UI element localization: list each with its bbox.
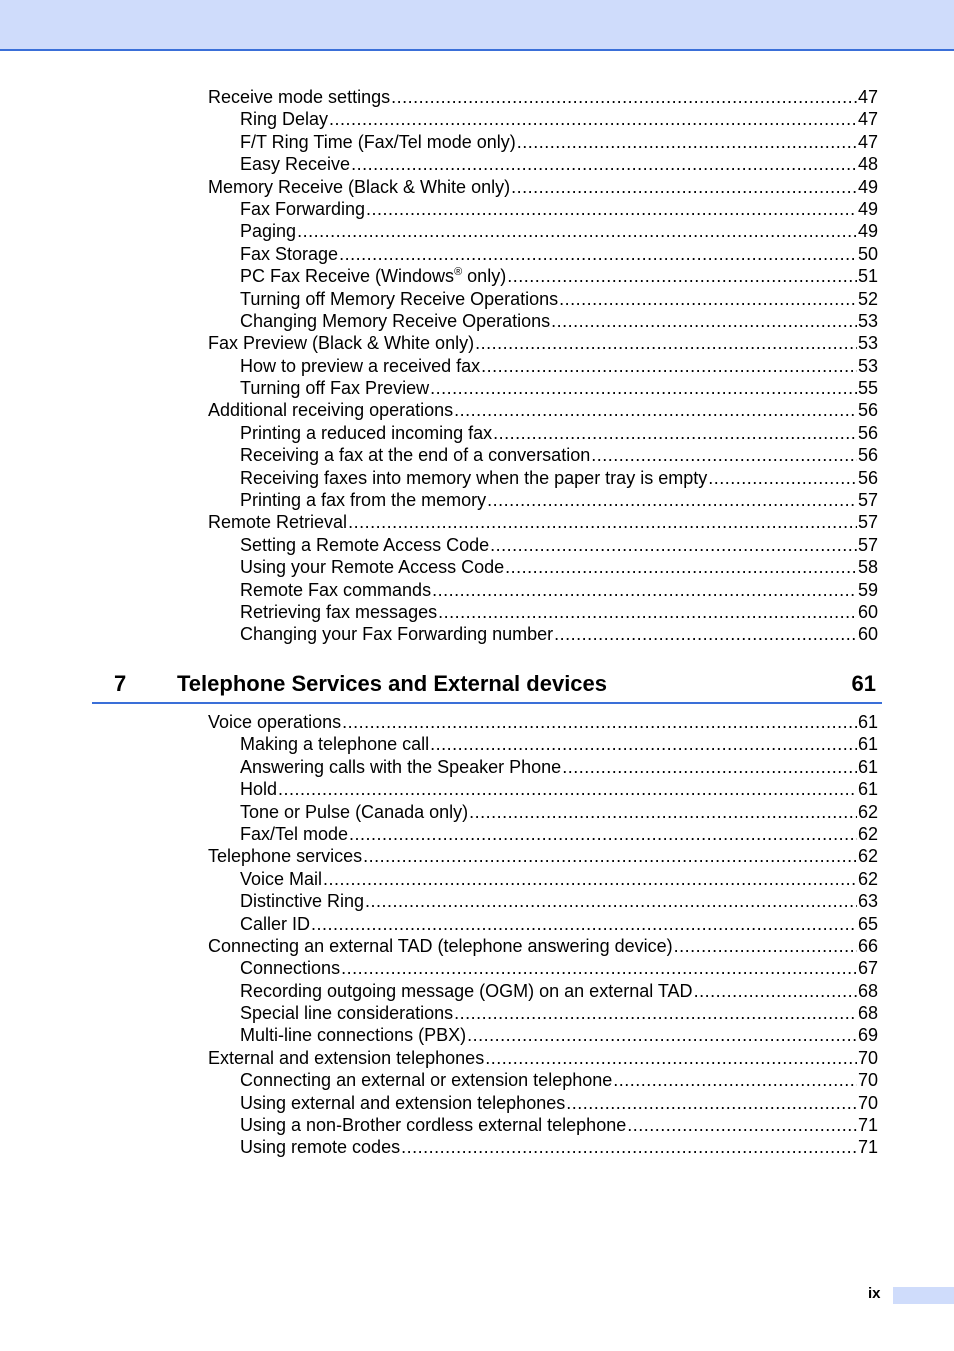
- dot-leader: [438, 601, 857, 623]
- dot-leader: [490, 534, 857, 556]
- dot-leader: [562, 756, 857, 778]
- dot-leader: [517, 131, 857, 153]
- toc-entry-title: Remote Fax commands: [240, 579, 432, 600]
- toc-entry-title: Receiving a fax at the end of a conversation: [240, 445, 591, 466]
- toc-page-number: 62: [857, 823, 878, 844]
- toc-subentry[interactable]: [208, 801, 878, 823]
- dot-leader: [469, 801, 857, 823]
- toc-entry-title: Connecting an external or extension telephone: [240, 1070, 613, 1091]
- dot-leader: [674, 935, 857, 957]
- toc-entry-title: Turning off Memory Receive Operations: [240, 288, 559, 309]
- dot-leader: [349, 823, 857, 845]
- toc-entry-title: Connecting an external TAD (telephone answering device): [208, 935, 673, 956]
- toc-entry-title: Tone or Pulse (Canada only): [240, 801, 469, 822]
- chapter-title: Telephone Services and External devices: [177, 671, 608, 696]
- toc-page-number: 47: [857, 131, 878, 152]
- dot-leader: [485, 1047, 857, 1069]
- toc-page-number: 56: [857, 445, 878, 466]
- dot-leader: [351, 153, 857, 175]
- toc-entry[interactable]: [208, 1047, 878, 1069]
- toc-subentry[interactable]: [208, 623, 878, 645]
- registered-mark: ®: [454, 266, 463, 279]
- dot-leader: [342, 711, 857, 733]
- chapter-page: 61: [851, 671, 876, 696]
- dot-leader: [366, 198, 857, 220]
- toc-page-number: 70: [857, 1092, 878, 1113]
- toc-page-number: 48: [857, 154, 878, 175]
- toc-page-number: 57: [857, 490, 878, 511]
- toc-page-number: 59: [857, 579, 878, 600]
- toc-entry-title: Fax Forwarding: [240, 198, 366, 219]
- toc-page-number: 61: [857, 712, 878, 732]
- dot-leader: [559, 288, 857, 310]
- toc-page-number: 49: [857, 176, 878, 197]
- dot-leader: [391, 86, 857, 108]
- toc-entry-title: Changing Memory Receive Operations: [240, 310, 551, 331]
- toc-entry-title: Connections: [240, 958, 341, 979]
- dot-leader: [708, 467, 857, 489]
- toc-subentry[interactable]: [208, 355, 878, 377]
- toc-entry-title: Voice operations: [208, 712, 342, 732]
- toc-subentry[interactable]: [208, 467, 878, 489]
- toc-entry-title: Easy Receive: [240, 154, 351, 175]
- toc-entry-title: Using external and extension telephones: [240, 1092, 566, 1113]
- folio-tab: [893, 1287, 954, 1304]
- toc-subentry[interactable]: [208, 422, 878, 444]
- toc-entry-title: Ring Delay: [240, 109, 329, 130]
- toc-entry-title: Making a telephone call: [240, 734, 430, 755]
- toc-entry-title: Fax/Tel mode: [240, 823, 349, 844]
- toc-entry[interactable]: [208, 935, 878, 957]
- toc-subentry[interactable]: [208, 778, 878, 800]
- dot-leader: [278, 778, 857, 800]
- toc-entry-title: How to preview a received fax: [240, 355, 481, 376]
- toc-page-number: 67: [857, 958, 878, 979]
- toc-section-upper: [208, 86, 878, 646]
- toc-page-number: 65: [857, 913, 878, 934]
- toc-page-number: 58: [857, 557, 878, 578]
- toc-page-number: 52: [857, 288, 878, 309]
- toc-subentry[interactable]: [208, 444, 878, 466]
- toc-subentry[interactable]: [208, 108, 878, 130]
- dot-leader: [505, 556, 857, 578]
- toc-entry[interactable]: [208, 332, 878, 354]
- chapter-number: 7: [114, 671, 127, 696]
- toc-entry-title: Printing a fax from the memory: [240, 490, 487, 511]
- toc-subentry[interactable]: [208, 556, 878, 578]
- toc-page-number: 62: [857, 846, 878, 867]
- toc-entry-title: Hold: [240, 779, 278, 800]
- toc-entry[interactable]: [208, 86, 878, 108]
- toc-page-number: 60: [857, 624, 878, 645]
- toc-page-number: 61: [857, 756, 878, 777]
- dot-leader: [323, 868, 857, 890]
- toc-subentry[interactable]: [208, 265, 878, 287]
- toc-page-number: 57: [857, 534, 878, 555]
- toc-page-number: 53: [857, 333, 878, 354]
- toc-entry-title: Caller ID: [240, 913, 311, 934]
- toc-entry-title: Receive mode settings: [208, 87, 391, 107]
- dot-leader: [329, 108, 857, 130]
- toc-subentry[interactable]: [208, 601, 878, 623]
- toc-entry-title: PC Fax Receive (Windows® only): [240, 266, 507, 287]
- toc-page-number: 71: [857, 1137, 878, 1158]
- dot-leader: [507, 265, 857, 287]
- toc-entry-title: Additional receiving operations: [208, 400, 454, 421]
- toc-subentry[interactable]: [208, 1092, 878, 1114]
- toc-entry-title: Recording outgoing message (OGM) on an external TAD: [240, 980, 693, 1001]
- toc-subentry[interactable]: [208, 131, 878, 153]
- toc-entry-title: Distinctive Ring: [240, 891, 365, 912]
- toc-subentry[interactable]: [208, 153, 878, 175]
- toc-subentry[interactable]: [208, 288, 878, 310]
- toc-page-number: 50: [857, 243, 878, 264]
- toc-subentry[interactable]: [208, 198, 878, 220]
- toc-page-number: 63: [857, 891, 878, 912]
- toc-page-number: 47: [857, 87, 878, 107]
- toc-subentry[interactable]: [208, 220, 878, 242]
- toc-page-number: 57: [857, 512, 878, 533]
- toc-entry[interactable]: [208, 176, 878, 198]
- toc-entry-title: Using remote codes: [240, 1137, 401, 1158]
- toc-entry-title: Changing your Fax Forwarding number: [240, 624, 554, 645]
- toc-entry-title: Memory Receive (Black & White only): [208, 176, 511, 197]
- toc-entry[interactable]: [208, 511, 878, 533]
- toc-subentry[interactable]: [208, 1002, 878, 1024]
- toc-page-number: 47: [857, 109, 878, 130]
- dot-leader: [365, 890, 857, 912]
- toc-entry-title: Special line considerations: [240, 1003, 454, 1024]
- toc-subentry[interactable]: [208, 756, 878, 778]
- dot-leader: [481, 355, 857, 377]
- toc-subentry[interactable]: [208, 489, 878, 511]
- toc-page-number: 71: [857, 1115, 878, 1136]
- toc-entry-title: Using a non-Brother cordless external telephone: [240, 1115, 627, 1136]
- dot-leader: [694, 980, 857, 1002]
- toc-subentry[interactable]: [208, 890, 878, 912]
- toc-section-lower: [208, 711, 878, 1159]
- dot-leader: [430, 377, 857, 399]
- dot-leader: [613, 1069, 857, 1091]
- toc-page-number: 70: [857, 1070, 878, 1091]
- toc-page-number: 66: [857, 935, 878, 956]
- toc-entry-title: Voice Mail: [240, 868, 323, 889]
- dot-leader: [627, 1114, 857, 1136]
- toc-entry-title: Using your Remote Access Code: [240, 557, 505, 578]
- dot-leader: [493, 422, 857, 444]
- toc-entry-title: Turning off Fax Preview: [240, 378, 430, 399]
- dot-leader: [591, 444, 857, 466]
- toc-page-number: 62: [857, 868, 878, 889]
- dot-leader: [511, 176, 857, 198]
- header-band: [0, 0, 954, 51]
- toc-page-number: 51: [857, 266, 878, 287]
- toc-page-number: 55: [857, 378, 878, 399]
- toc-entry-title: F/T Ring Time (Fax/Tel mode only): [240, 131, 516, 152]
- toc-subentry[interactable]: [208, 823, 878, 845]
- dot-leader: [475, 332, 857, 354]
- dot-leader: [454, 399, 857, 421]
- toc-subentry[interactable]: [208, 980, 878, 1002]
- dot-leader: [341, 957, 857, 979]
- dot-leader: [363, 845, 857, 867]
- dot-leader: [348, 511, 857, 533]
- dot-leader: [430, 733, 857, 755]
- toc-page-number: 68: [857, 980, 878, 1001]
- toc-subentry[interactable]: [208, 957, 878, 979]
- dot-leader: [432, 579, 857, 601]
- dot-leader: [551, 310, 857, 332]
- toc-entry-title: Multi-line connections (PBX): [240, 1025, 467, 1046]
- toc-entry-title: Paging: [240, 221, 297, 242]
- toc-page-number: 61: [857, 779, 878, 800]
- toc-entry-title: Printing a reduced incoming fax: [240, 422, 493, 443]
- toc-page-number: 69: [857, 1025, 878, 1046]
- toc-entry-title: Fax Storage: [240, 243, 339, 264]
- toc-entry-title: Fax Preview (Black & White only): [208, 333, 475, 354]
- toc-subentry[interactable]: [208, 913, 878, 935]
- toc-entry-title: External and extension telephones: [208, 1047, 485, 1068]
- toc-page-number: 53: [857, 355, 878, 376]
- toc-entry[interactable]: [208, 399, 878, 421]
- toc-entry-title: Receiving faxes into memory when the paper tray is empty: [240, 467, 708, 488]
- toc-page-number: 49: [857, 198, 878, 219]
- toc-page-number: 53: [857, 310, 878, 331]
- dot-leader: [554, 623, 857, 645]
- toc-page-number: 60: [857, 601, 878, 622]
- dot-leader: [566, 1092, 857, 1114]
- toc-entry-title: Remote Retrieval: [208, 512, 348, 533]
- toc-subentry[interactable]: [208, 1114, 878, 1136]
- toc-page-number: 56: [857, 400, 878, 421]
- toc-subentry[interactable]: [208, 534, 878, 556]
- dot-leader: [487, 489, 857, 511]
- toc-page-number: 62: [857, 801, 878, 822]
- toc-subentry[interactable]: [208, 310, 878, 332]
- toc-subentry[interactable]: [208, 1024, 878, 1046]
- toc-page-number: 56: [857, 467, 878, 488]
- toc-page-number: 70: [857, 1047, 878, 1068]
- toc-page-number: 56: [857, 422, 878, 443]
- toc-subentry[interactable]: [208, 377, 878, 399]
- dot-leader: [467, 1024, 857, 1046]
- toc-subentry[interactable]: [208, 868, 878, 890]
- chapter-heading[interactable]: [92, 668, 882, 704]
- toc-entry-title: Retrieving fax messages: [240, 601, 438, 622]
- toc-entry-title: Setting a Remote Access Code: [240, 534, 490, 555]
- dot-leader: [454, 1002, 857, 1024]
- toc-entry-title: Telephone services: [208, 846, 363, 867]
- toc-subentry[interactable]: [208, 1069, 878, 1091]
- toc-subentry[interactable]: [208, 733, 878, 755]
- toc-subentry[interactable]: [208, 1136, 878, 1158]
- dot-leader: [297, 220, 857, 242]
- toc-subentry[interactable]: [208, 579, 878, 601]
- dot-leader: [311, 913, 857, 935]
- toc-entry[interactable]: [208, 845, 878, 867]
- toc-page-number: 49: [857, 221, 878, 242]
- dot-leader: [401, 1136, 857, 1158]
- toc-subentry[interactable]: [208, 243, 878, 265]
- toc-page-number: 68: [857, 1003, 878, 1024]
- toc-entry-title: Answering calls with the Speaker Phone: [240, 756, 562, 777]
- toc-entry[interactable]: [208, 711, 878, 733]
- dot-leader: [339, 243, 857, 265]
- page-folio: ix: [868, 1285, 881, 1302]
- toc-page-number: 61: [857, 734, 878, 755]
